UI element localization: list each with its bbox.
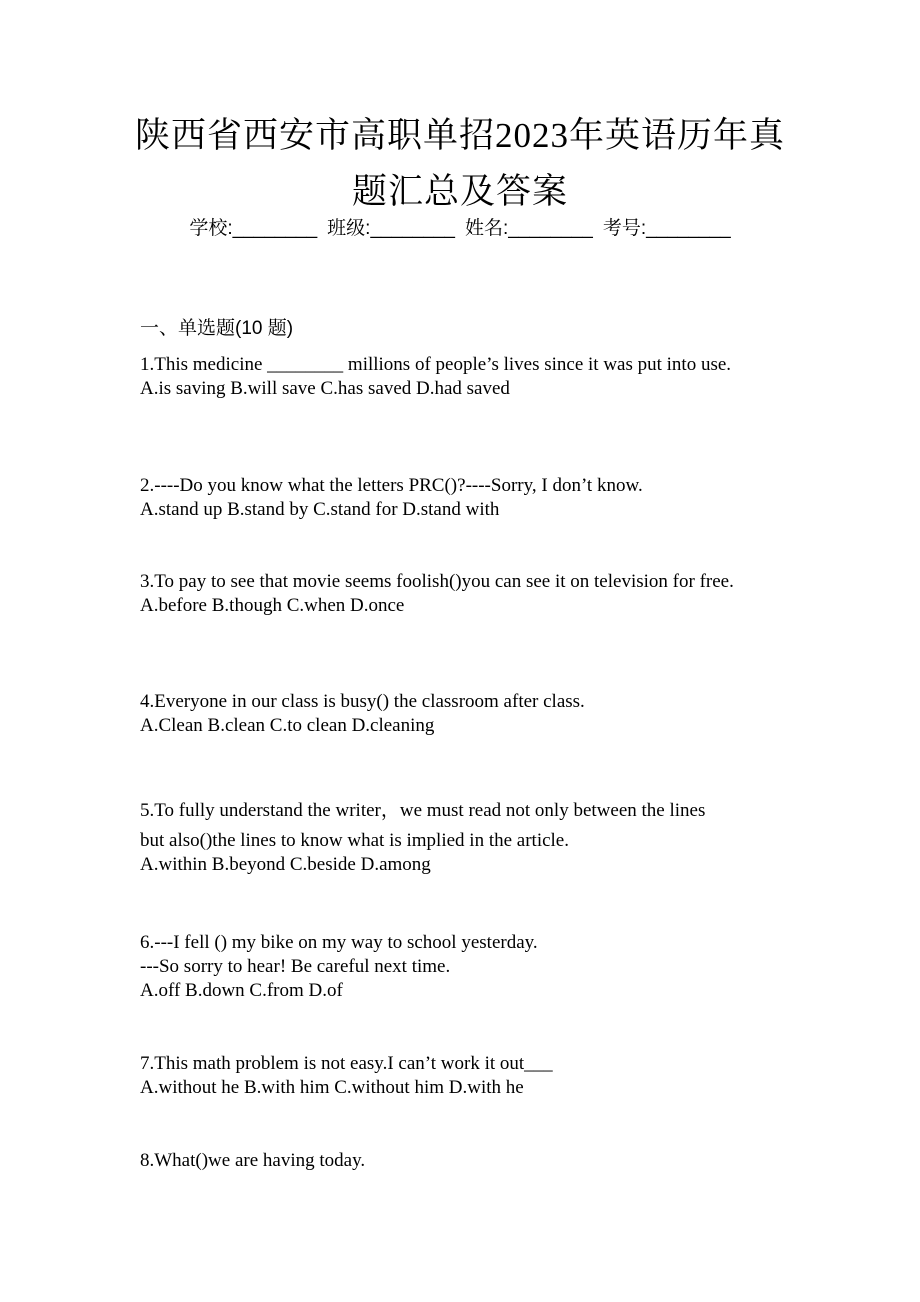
- question-6: [140, 931, 780, 1003]
- question-8-stem: 8.What()we are having today.: [140, 1150, 366, 1171]
- question-1-options: A.is saving B.will save C.has saved D.had saved: [140, 378, 510, 399]
- question-6-reply: ---So sorry to hear! Be careful next time.: [140, 956, 451, 977]
- section-heading: 一、单选题(10 题): [140, 318, 294, 339]
- name-field: 姓名:________: [465, 218, 593, 239]
- question-1-stem: 1.This medicine ________ millions of people’s lives since it was put into use.: [140, 354, 732, 375]
- question-5: [140, 793, 780, 877]
- student-info-line: [0, 214, 920, 244]
- question-4: [140, 690, 780, 738]
- question-8: [140, 1149, 780, 1173]
- question-1: [140, 353, 780, 401]
- question-2: [140, 474, 780, 522]
- document-title: 陕西省西安市高职单招2023年英语历年真题汇总及答案: [134, 116, 785, 211]
- question-6-stem: 6.---I fell () my bike on my way to school yesterday.: [140, 932, 538, 953]
- question-5-stem-continued: but also()the lines to know what is implied in the article.: [140, 830, 569, 851]
- question-4-stem: 4.Everyone in our class is busy() the classroom after class.: [140, 691, 585, 712]
- question-7: [140, 1052, 780, 1100]
- question-2-options: A.stand up B.stand by C.stand for D.stand with: [140, 499, 500, 520]
- question-4-options: A.Clean B.clean C.to clean D.cleaning: [140, 715, 435, 736]
- question-5-options: A.within B.beyond C.beside D.among: [140, 854, 431, 875]
- question-3: [140, 570, 780, 618]
- question-7-stem: 7.This math problem is not easy.I can’t work it out___: [140, 1053, 553, 1074]
- question-2-stem: 2.----Do you know what the letters PRC()?----Sorry, I don’t know.: [140, 475, 643, 496]
- exam-number-field: 考号:________: [602, 218, 731, 239]
- question-3-stem: 3.To pay to see that movie seems foolish()you can see it on television for free.: [140, 571, 734, 592]
- school-field: 学校:________: [189, 218, 318, 239]
- question-3-options: A.before B.though C.when D.once: [140, 595, 405, 616]
- class-field: 班级:________: [327, 218, 455, 239]
- question-5-stem: 5.To fully understand the writer，we must read not only between the lines: [140, 800, 706, 821]
- question-7-options: A.without he B.with him C.without him D.with he: [140, 1077, 524, 1098]
- question-6-options: A.off B.down C.from D.of: [140, 980, 343, 1001]
